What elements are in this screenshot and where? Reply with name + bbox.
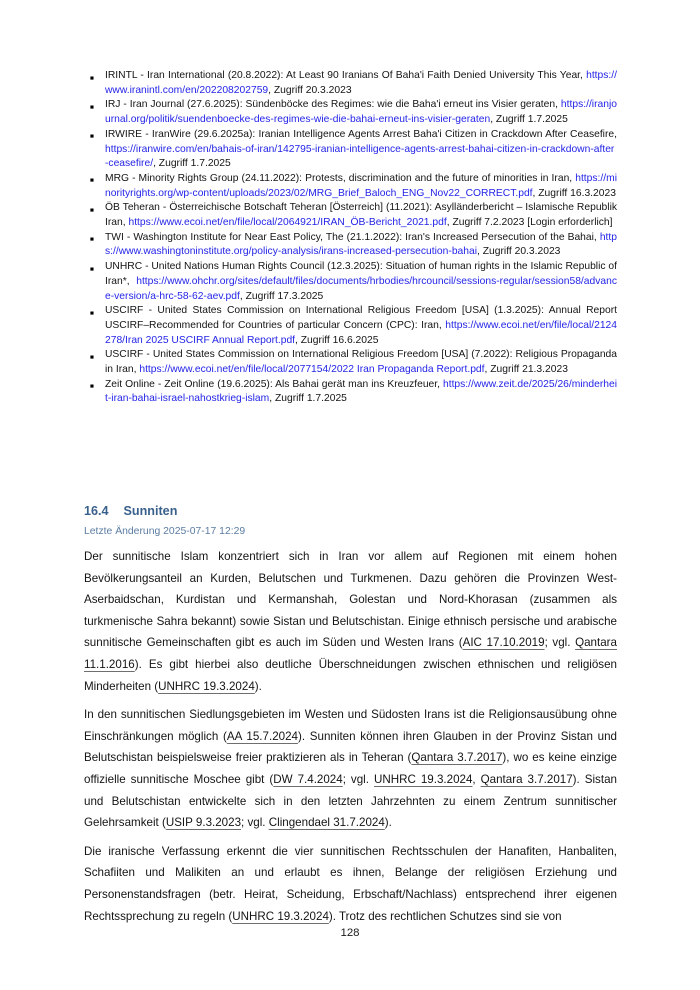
source-link[interactable]: https://www.iranintl.com/en/202208202759 (105, 70, 617, 96)
paragraph: Die iranische Verfassung erkennt die vier sunnitischen Rechtsschulen der Hanafiten, Hanbaliten, Schafiiten und Malikiten an und erlaubt es ihnen, Belange der religiösen Erziehung und Personenstandsfragen (betr. Heirat, Scheidung, Erbschaft/Nachlass) entsprechend ihrer eigenen Rechtssprechung zu regeln (UNHRC 19.3.2024). Trotz des rechtlichen Schutzes sind sie von (84, 844, 617, 923)
source-text: UNHRC - United Nations Human Rights Council (12.3.2025): Situation of human rights in the Islamic Republic of Iran*, (105, 261, 617, 287)
bullet-square-icon: ■ (90, 309, 94, 317)
source-text: USCIRF - United States Commission on International Religious Freedom [USA] (1.3.2025): Annual Report USCIRF–Recommended for Countries of particular Concern (CPC): Iran, (105, 305, 617, 331)
source-list (84, 69, 617, 407)
section-heading (84, 504, 177, 518)
source-link[interactable]: https://www.ohchr.org/sites/default/files/documents/hrbodies/hrcouncil/sessions-regular/session58/advance-version/a-hrc-58-62-aev.pdf (105, 275, 617, 302)
source-link[interactable]: https://iranjournal.org/politik/suendenboecke-des-regimes-wie-die-bahai-erneut-ins-visier-geraten (105, 99, 617, 126)
source-link[interactable]: https://www.zeit.de/2025/26/minderheit-iran-bahai-israel-nahostkrieg-islam (105, 378, 617, 405)
paragraph: In den sunnitischen Siedlungsgebieten im Westen und Südosten Irans ist die Religionsausübung ohne Einschränkungen möglich (AA 15.7.2024). Sunniten können ihren Glauben in der Provinz Sistan und Belutschistan beispielsweise freier praktizieren als in Teheran (Qantara 3.7.2017), wo es keine einzige offizielle sunnitische Moschee gibt (DW 7.4.2024; vgl. UNHRC 19.3.2024, Qantara 3.7.2017). Sistan und Belutschistan entwickelte sich in den letzten Jahrzehnten zu einem Zentrum sunnitischer Gelehrsamkeit (USIP 9.3.2023; vgl. Clingendael 31.7.2024). (84, 708, 618, 830)
bullet-square-icon: ■ (90, 206, 94, 214)
citation-link[interactable]: DW 7.4.2024 (273, 772, 343, 786)
bullet-square-icon: ■ (90, 74, 94, 82)
source-link[interactable]: https://www.ecoi.net/en/file/local/2064921/IRAN_ÖB-Bericht_2021.pdf (128, 217, 447, 229)
source-text: , Zugriff 1.7.2025 (490, 114, 568, 126)
source-text: , Zugriff 1.7.2025 (269, 393, 347, 405)
page-number: 128 (340, 927, 360, 939)
source-text: IRJ - Iran Journal (27.6.2025): Sündenböcke des Regimes: wie die Baha'i erneut ins Visier geraten, (105, 99, 561, 111)
citation-link[interactable]: AIC 17.10.2019 (462, 636, 545, 650)
body-paragraphs (84, 546, 617, 934)
source-text: , Zugriff 20.3.2023 (268, 84, 352, 96)
bullet-square-icon: ■ (90, 103, 94, 111)
citation-link[interactable]: Clingendael 31.7.2024 (268, 816, 385, 830)
bullet-square-icon: ■ (90, 133, 94, 141)
source-item (84, 231, 617, 260)
source-text: , Zugriff 16.6.2025 (295, 334, 379, 346)
citation-link[interactable]: USIP 9.3.2023 (165, 816, 242, 830)
source-item (84, 378, 617, 407)
source-text: ÖB Teheran - Österreichische Botschaft Teheran [Österreich] (11.2021): Asylländerbericht – Islamische Republik Iran, (105, 202, 617, 229)
section-title: Sunniten (123, 504, 178, 518)
source-text: USCIRF - United States Commission on International Religious Freedom [USA] (7.2022): Religious Propaganda in Iran, (105, 349, 617, 376)
source-item (84, 98, 617, 127)
source-text: IRINTL - Iran International (20.8.2022): At Least 90 Iranians Of Baha'i Faith Denied University This Year, (105, 70, 587, 81)
source-item (84, 201, 617, 230)
bullet-square-icon: ■ (90, 265, 94, 273)
source-link[interactable]: https://www.washingtoninstitute.org/policy-analysis/irans-increased-persecution-bahai (105, 231, 617, 258)
citation-link[interactable]: AA 15.7.2024 (226, 729, 298, 743)
section-number: 16.4 (84, 504, 109, 518)
source-text: , Zugriff 1.7.2025 (153, 158, 231, 170)
citation-link[interactable]: UNHRC 19.3.2024 (158, 679, 255, 693)
bullet-square-icon: ■ (90, 353, 94, 361)
source-link[interactable]: https://www.ecoi.net/en/file/local/2124278/Iran 2025 USCIRF Annual Report.pdf (105, 319, 617, 346)
citation-link[interactable]: UNHRC 19.3.2024 (232, 909, 329, 923)
source-text: MRG - Minority Rights Group (24.11.2022): Protests, discrimination and the future of minorities in Iran, (105, 172, 576, 184)
source-item (84, 172, 617, 201)
source-text: IRWIRE - IranWire (29.6.2025a): Iranian Intelligence Agents Arrest Baha'i Citizen in Crackdown After Ceasefire, (105, 128, 617, 140)
source-text: , Zugriff 20.3.2023 (477, 246, 561, 258)
source-item (84, 128, 617, 172)
source-item (84, 304, 617, 348)
source-item (84, 348, 617, 377)
source-item (84, 69, 617, 98)
last-change-note: Letzte Änderung 2025-07-17 12:29 (84, 526, 246, 537)
paragraph: Der sunnitische Islam konzentriert sich in Iran vor allem auf Regionen mit einem hohen Bevölkerungsanteil an Kurden, Belutschen und Turkmenen. Dazu gehören die Provinzen West-Aserbaidschan, Kurdistan und Kermanshah, Golestan und Nord-Khorasan (zusammen als turkmenische Sahra bekannt) sowie Sistan und Belutschistan. Einige ethnisch persische und arabische sunnitische Gemeinschaften gibt es auch im Süden und Westen Irans (AIC 17.10.2019; vgl. Qantara 11.1.2016). Es gibt hierbei also deutliche Überschneidungen zwischen ethnischen und religiösen Minderheiten (UNHRC 19.3.2024). (84, 550, 617, 693)
citation-link[interactable]: Qantara 3.7.2017 (480, 772, 573, 786)
bullet-square-icon: ■ (90, 383, 94, 391)
bullet-square-icon: ■ (90, 177, 94, 185)
source-item (84, 260, 617, 304)
source-link[interactable]: https://iranwire.com/en/bahais-of-iran/142795-iranian-intelligence-agents-arrest-bahai-citizen-in-crackdown-after-ceasefire/ (105, 143, 615, 170)
source-text: , Zugriff 21.3.2023 (484, 364, 568, 376)
source-text: , Zugriff 7.2.2023 [Login erforderlich] (446, 217, 613, 229)
source-text: , Zugriff 16.3.2023 (532, 187, 616, 199)
source-link[interactable]: https://www.ecoi.net/en/file/local/2077154/2022 Iran Propaganda Report.pdf (139, 364, 485, 376)
citation-link[interactable]: Qantara 3.7.2017 (411, 751, 503, 765)
source-text: Zeit Online - Zeit Online (19.6.2025): Als Bahai gerät man ins Kreuzfeuer, (105, 378, 443, 390)
source-link[interactable]: https://minorityrights.org/wp-content/uploads/2023/02/MRG_Brief_Baloch_ENG_Nov22_CORRECT.pdf (105, 172, 617, 199)
bullet-square-icon: ■ (90, 236, 94, 244)
source-text: TWI - Washington Institute for Near East Policy, The (21.1.2022): Iran's Increased Persecution of the Bahai, (105, 231, 600, 243)
citation-link[interactable]: Qantara 11.1.2016 (84, 636, 617, 671)
citation-link[interactable]: UNHRC 19.3.2024 (373, 772, 473, 786)
source-text: , Zugriff 17.3.2025 (239, 290, 324, 302)
